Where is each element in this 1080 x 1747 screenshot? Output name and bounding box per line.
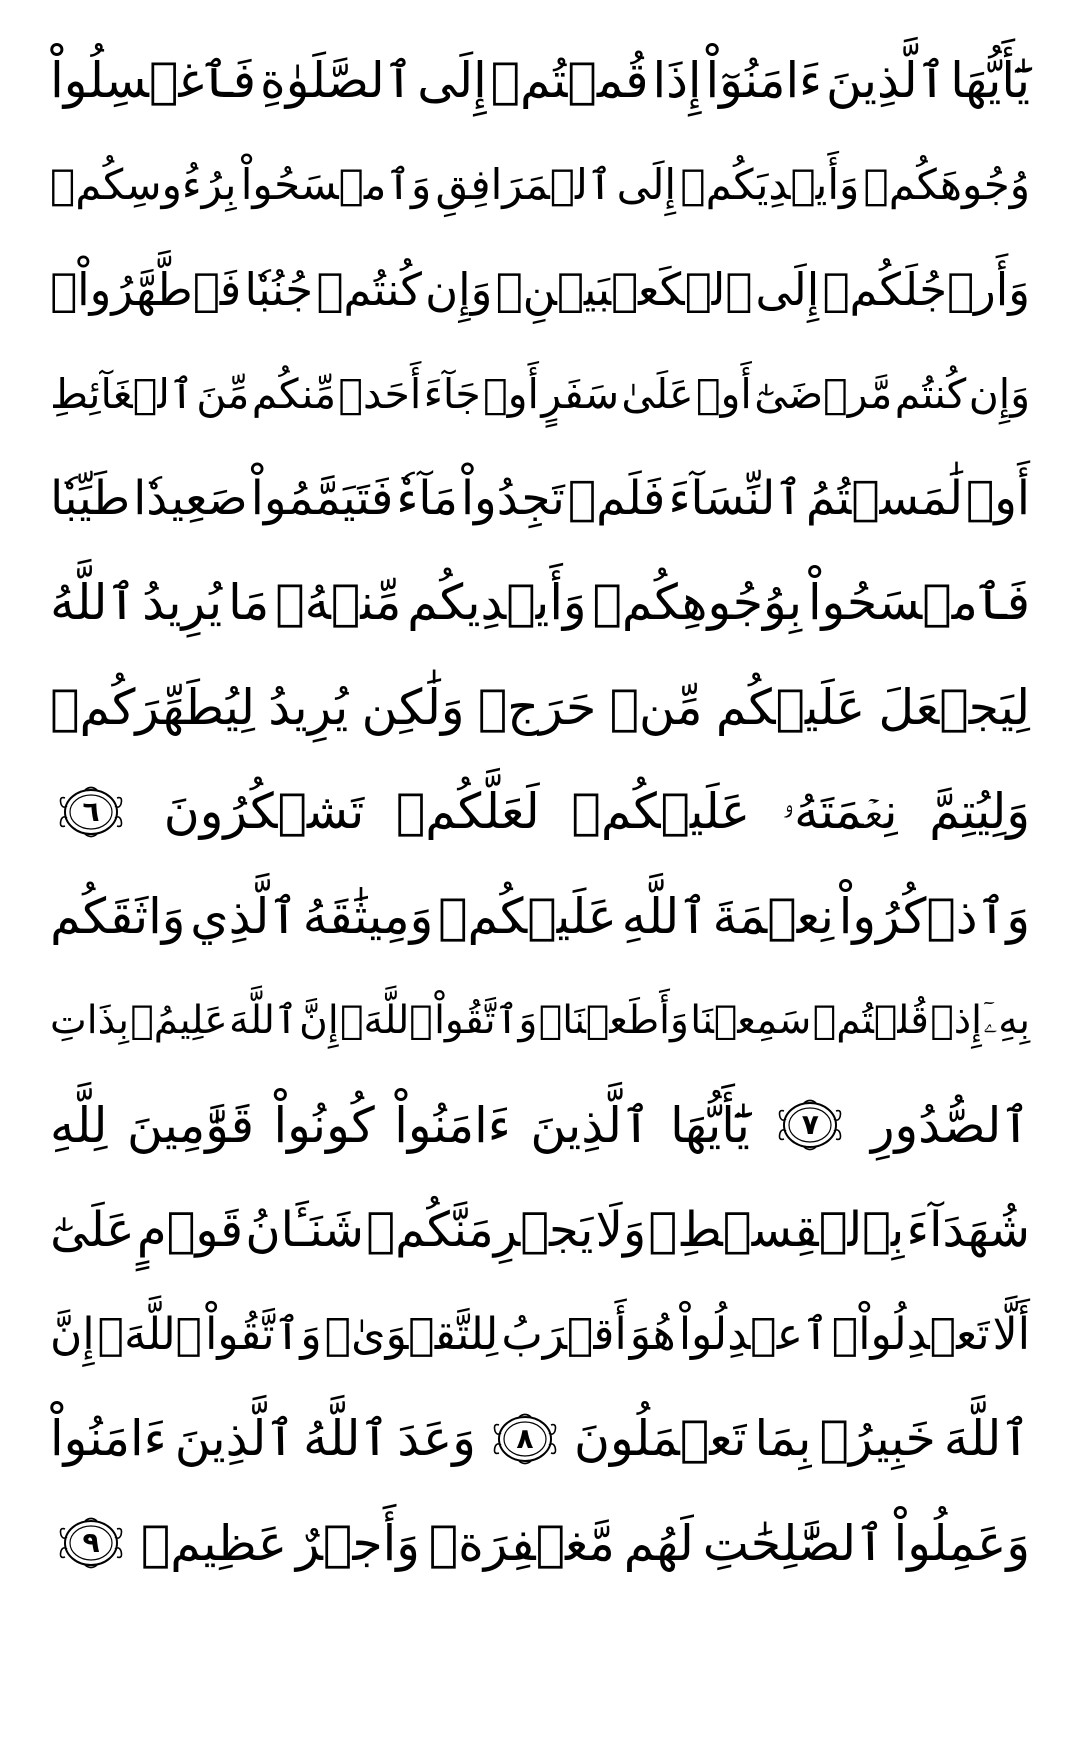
word: شَنَـَٔانُ [245, 1201, 365, 1258]
word: مِّنۡهُۚ [275, 574, 402, 632]
word: سَفَرٍ [541, 369, 620, 418]
word: يَٰٓأَيُّهَا [670, 1096, 750, 1154]
text-line [50, 133, 1030, 238]
word: يُرِيدُ [142, 574, 223, 632]
word: ٱللَّهَۚ [340, 998, 433, 1044]
word: سَمِعۡنَا [690, 998, 812, 1044]
word: أَقۡرَبُ [501, 1308, 627, 1360]
word: إِذۡ [930, 998, 982, 1044]
word: وَأَجۡرٌ [295, 1514, 420, 1572]
word: قُمۡتُمۡ [490, 51, 649, 109]
word: عَلِيمُۢ [130, 998, 228, 1044]
word: وَأَيۡدِيَكُمۡ [680, 160, 860, 210]
word: ٱلصَّٰلِحَٰتِ [702, 1514, 885, 1572]
text-line [50, 760, 1030, 865]
word: ٱلنِّسَآءَ [668, 470, 803, 526]
word: لَٰمَسۡتُمُ [805, 470, 963, 526]
word: وَعَمِلُواْ [893, 1514, 1030, 1572]
word: ٱلۡغَآئِطِ [50, 369, 194, 418]
word: ٱلَّذِينَ [530, 1096, 651, 1154]
word: حَرَجٖ [477, 678, 597, 736]
text-line [50, 969, 1030, 1074]
word: وَمِيثَٰقَهُ [302, 887, 434, 945]
word: بِوُجُوهِكُمۡ [592, 574, 803, 632]
word: يَجۡرِمَنَّكُمۡ [366, 1201, 594, 1258]
word: مِّنَ [196, 369, 250, 418]
word: جَآءَ [423, 369, 481, 418]
word: جُنُبٗا [244, 262, 314, 316]
word: أَوۡ [696, 369, 752, 418]
word: عَلَيۡكُمۡ [438, 887, 617, 945]
word: ٱلَّذِينَ [826, 51, 947, 109]
word: عَلَيۡكُم [715, 678, 866, 736]
word: عَظِيمٞ [140, 1514, 288, 1572]
word: مَا [228, 574, 270, 632]
word: مِّنكُم [251, 369, 337, 418]
word: ٱلَّذِي [190, 887, 298, 945]
word: لِيُطَهِّرَكُمۡ [50, 678, 255, 736]
word: نِعۡمَةَ [712, 887, 834, 945]
word: خَبِيرُۢ [819, 1410, 936, 1468]
word: بِذَاتِ [50, 998, 129, 1044]
word: وَاثَقَكُم [50, 887, 186, 945]
word: يُرِيدُ [268, 678, 349, 736]
word: أَلَّا [992, 1308, 1030, 1360]
word: فَلَمۡ [567, 470, 666, 526]
word: وَأَرۡجُلَكُمۡ [822, 262, 1030, 316]
word: ٱللَّهَۚ [97, 1308, 203, 1360]
word: مَّغۡفِرَةٞ [428, 1514, 615, 1572]
word: إِنَّ [50, 1308, 95, 1360]
word: وَلَا [595, 1201, 647, 1258]
word: قَوۡمٍ [136, 1201, 244, 1258]
word: يَٰٓأَيُّهَا [950, 51, 1030, 109]
text-line [50, 342, 1030, 447]
word: ٱللَّهِ [621, 887, 708, 945]
word: ٱللَّهَ [943, 1410, 1030, 1468]
word: وَإِن [968, 369, 1030, 418]
text-line [50, 1178, 1030, 1283]
word: ٱللَّهَ [229, 998, 298, 1044]
word: أَوۡ [966, 470, 1030, 526]
word: لِلَّهِ [50, 1096, 108, 1154]
text-line [50, 1491, 1030, 1596]
text-line [50, 551, 1030, 656]
word: بِرُءُوسِكُمۡ [50, 160, 237, 210]
word: بِهِۦٓ [983, 998, 1030, 1044]
word: وَلَٰكِن [361, 678, 465, 736]
word: مِّنۡ [609, 678, 703, 736]
word: بِمَا [754, 1410, 812, 1468]
word: عَلَىٰٓ [50, 1201, 135, 1258]
word: ءَامَنُواْ [50, 1410, 167, 1468]
word: إِنَّ [299, 998, 339, 1044]
word: ٱللَّهُ [303, 1410, 390, 1468]
word: ٱلۡكَعۡبَيۡنِۚ [495, 262, 753, 316]
word: تَعۡدِلُواْۚ [831, 1308, 990, 1360]
word: ٱلصَّلَوٰةِ [260, 51, 414, 109]
word: هُوَ [629, 1308, 676, 1360]
word: كُنتُمۡ [316, 262, 422, 316]
word: لِلتَّقۡوَىٰۖ [324, 1308, 499, 1360]
ayah-end-marker [56, 1517, 126, 1569]
word: فَتَيَمَّمُواْ [250, 470, 394, 526]
word: لَهُم [623, 1514, 694, 1572]
word: ٱلۡمَرَافِقِ [435, 160, 613, 210]
word: فَٱطَّهَّرُواْۚ [50, 262, 242, 316]
ayah-number: ٨ [516, 1421, 534, 1455]
word: إِلَى [616, 160, 677, 210]
ayah-number: ٩ [82, 1526, 100, 1560]
word: وُجُوهَكُمۡ [863, 160, 1030, 210]
word: كُونُواْ [273, 1096, 375, 1154]
word: شُهَدَآءَ [906, 1201, 1030, 1258]
word: نِعۡمَتَهُۥ [781, 782, 898, 840]
text-line [50, 1073, 1030, 1178]
word: وَأَطَعۡنَاۖ [538, 998, 689, 1044]
word: مَآءٗ [396, 470, 458, 526]
word: طَيِّبٗا [50, 470, 131, 526]
word: قُلۡتُمۡ [812, 998, 929, 1044]
word: صَعِيدٗا [133, 470, 248, 526]
word: بِٱلۡقِسۡطِۖ [648, 1201, 905, 1258]
word: قَوَّٰمِينَ [126, 1096, 255, 1154]
word: ٱلَّذِينَ [174, 1410, 296, 1468]
ayah-end-marker [56, 786, 126, 838]
word: ءَامَنُواْ [394, 1096, 511, 1154]
word: وَعَدَ [397, 1410, 476, 1468]
word: عَلَيۡكُمۡ [571, 783, 751, 841]
text-line [50, 655, 1030, 760]
word: أَوۡ [483, 369, 539, 418]
text-line [50, 1387, 1030, 1492]
word: وَإِن [425, 262, 493, 316]
word: تَعۡمَلُونَ [573, 1410, 747, 1468]
word: تَجِدُواْ [460, 470, 565, 526]
text-line [50, 28, 1030, 133]
word: تَشۡكُرُونَ [163, 783, 365, 841]
word: ٱلصُّدُورِ [870, 1096, 1030, 1154]
word: فَٱغۡسِلُواْ [50, 51, 257, 109]
word: مَّرۡضَىٰٓ [754, 369, 893, 418]
word: ءَامَنُوٓاْ [705, 51, 823, 109]
word: وَأَيۡدِيكُم [407, 574, 587, 632]
text-line [50, 864, 1030, 969]
word: وَلِيُتِمَّ [929, 783, 1030, 841]
text-line [50, 237, 1030, 342]
word: إِذَا [652, 51, 702, 109]
word: إِلَى [417, 51, 487, 109]
word: فَٱمۡسَحُواْ [807, 574, 1030, 632]
ayah-number: ٦ [82, 794, 100, 828]
word: إِلَى [755, 262, 820, 316]
ayah-end-marker [775, 1099, 845, 1151]
word: ٱعۡدِلُواْ [678, 1308, 829, 1360]
text-line [50, 446, 1030, 551]
word: وَٱتَّقُواْ [205, 1308, 322, 1360]
word: كُنتُم [894, 369, 967, 418]
word: وَٱمۡسَحُواْ [240, 160, 432, 210]
ayah-number: ٧ [801, 1108, 819, 1142]
word: وَٱذۡكُرُواْ [838, 887, 1030, 945]
text-line [50, 1282, 1030, 1387]
quran-text-block [50, 28, 1030, 1596]
word: عَلَىٰ [621, 369, 694, 418]
word: لِيَجۡعَلَ [878, 678, 1030, 736]
word: ٱللَّهُ [50, 574, 137, 632]
ayah-end-marker [490, 1413, 560, 1465]
word: لَعَلَّكُمۡ [395, 783, 540, 841]
word: أَحَدٞ [338, 369, 422, 418]
word: وَٱتَّقُواْ [434, 998, 538, 1044]
